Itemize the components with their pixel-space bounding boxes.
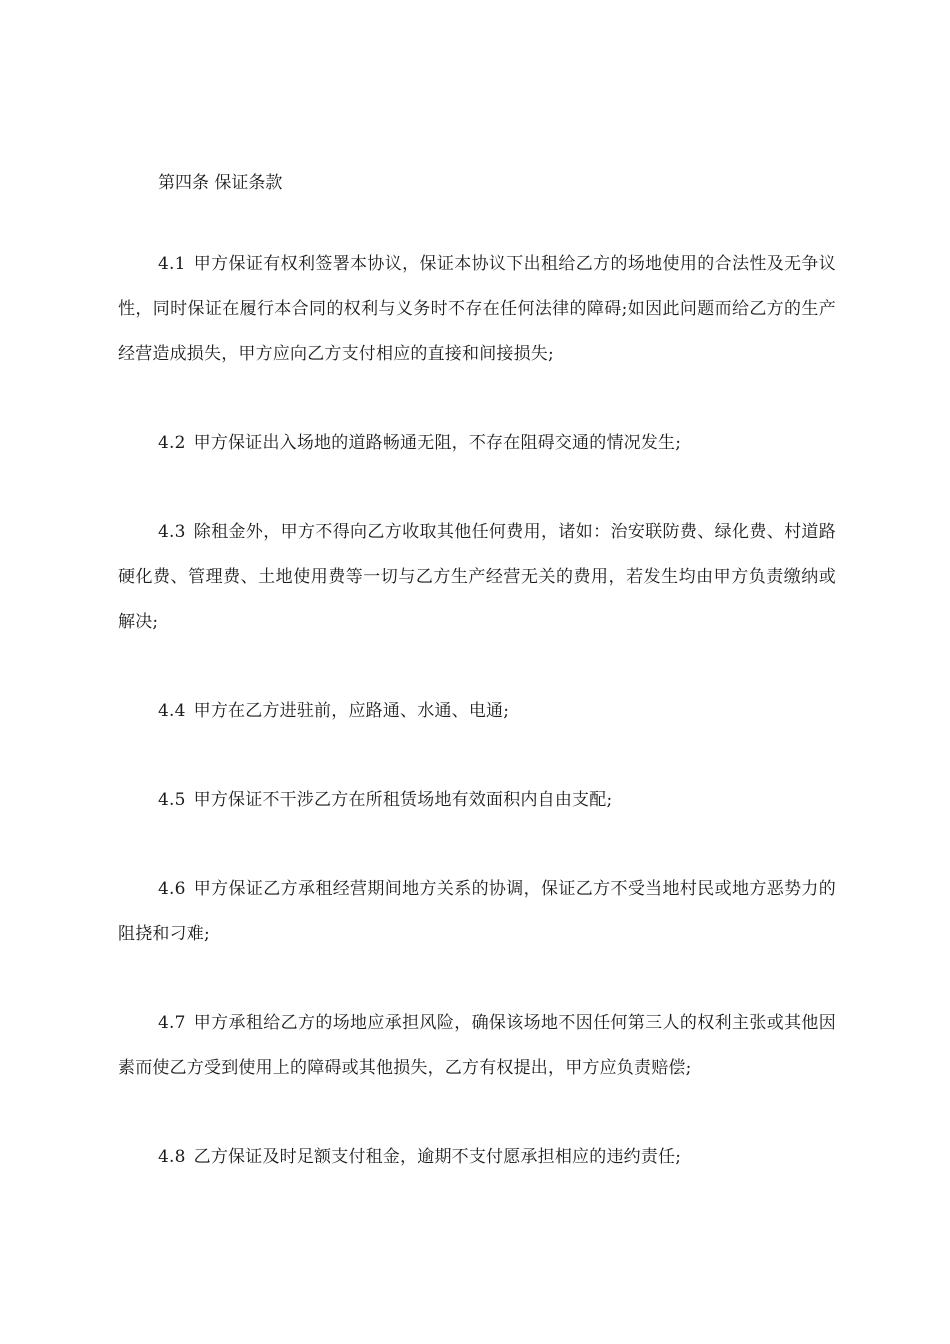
document-body bbox=[118, 168, 836, 1224]
clause-4-6 bbox=[118, 867, 836, 957]
clause-text: 甲方保证有权利签署本协议，保证本协议下出租给乙方的场地使用的合法性及无争议性，同时保证在履行本合同的权利与义务时不存在任何法律的障碍;如因此问题而给乙方的生产经营造成损失，甲方应向乙方支付相应的直接和间接损失; bbox=[118, 254, 836, 364]
clause-text: 甲方在乙方进驻前，应路通、水通、电通; bbox=[193, 701, 510, 721]
clause-text: 乙方保证及时足额支付租金，逾期不支付愿承担相应的违约责任; bbox=[193, 1147, 682, 1167]
clause-4-2 bbox=[118, 421, 836, 466]
clause-4-8 bbox=[118, 1135, 836, 1180]
clause-4-4 bbox=[118, 689, 836, 734]
clause-4-7 bbox=[118, 1001, 836, 1091]
clause-number: 4.5 bbox=[158, 790, 186, 810]
clause-number: 4.6 bbox=[158, 879, 186, 899]
clause-text: 甲方承租给乙方的场地应承担风险，确保该场地不因任何第三人的权利主张或其他因素而使乙方受到使用上的障碍或其他损失，乙方有权提出，甲方应负责赔偿; bbox=[118, 1013, 836, 1078]
clause-4-3 bbox=[118, 510, 836, 645]
section-heading: 第四条 保证条款 bbox=[158, 173, 283, 193]
clause-number: 4.4 bbox=[158, 701, 186, 721]
clause-text: 甲方保证出入场地的道路畅通无阻，不存在阻碍交通的情况发生; bbox=[193, 433, 682, 453]
clause-text: 甲方保证乙方承租经营期间地方关系的协调，保证乙方不受当地村民或地方恶势力的阻挠和刁难; bbox=[118, 879, 836, 944]
clause-number: 4.8 bbox=[158, 1147, 186, 1167]
clause-text: 除租金外，甲方不得向乙方收取其他任何费用，诸如：治安联防费、绿化费、村道路硬化费、管理费、土地使用费等一切与乙方生产经营无关的费用，若发生均由甲方负责缴纳或解决; bbox=[118, 522, 836, 632]
clause-number: 4.3 bbox=[158, 522, 186, 542]
clause-4-5 bbox=[118, 778, 836, 823]
clause-number: 4.7 bbox=[158, 1013, 186, 1033]
clause-number: 4.1 bbox=[158, 254, 186, 274]
clause-4-1 bbox=[118, 242, 836, 377]
clause-text: 甲方保证不干涉乙方在所租赁场地有效面积内自由支配; bbox=[193, 790, 613, 810]
clause-number: 4.2 bbox=[158, 433, 186, 453]
